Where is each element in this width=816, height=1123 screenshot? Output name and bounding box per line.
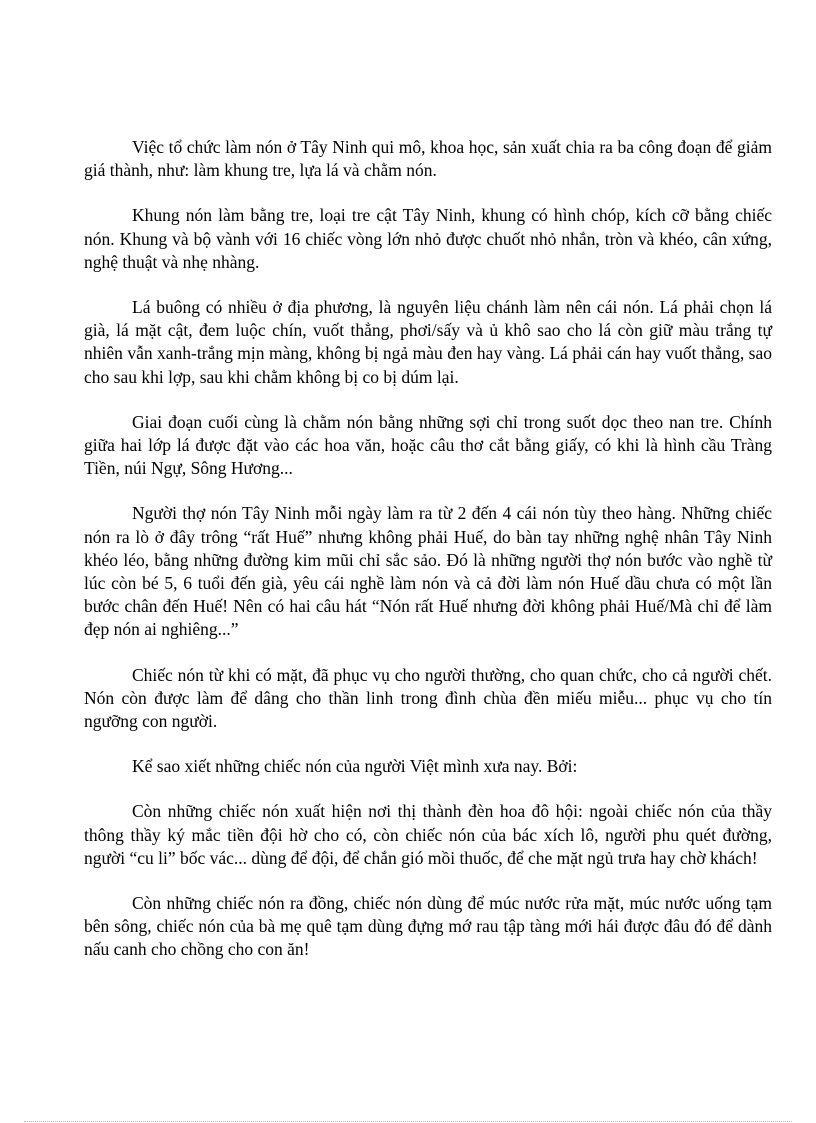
paragraph-1: Việc tổ chức làm nón ở Tây Ninh qui mô, khoa học, sản xuất chia ra ba công đoạn để giảm giá thành, như: làm khung tre, lựa lá và chằm nón. <box>84 137 772 181</box>
paragraph-7: Kể sao xiết những chiếc nón của người Việt mình xưa nay. Bởi: <box>132 756 578 777</box>
paragraph-8: Còn những chiếc nón xuất hiện nơi thị thành đèn hoa đô hội: ngoài chiếc nón của thầy thông thầy ký mắc tiền đội hờ cho có, còn chiếc nón của bác xích lô, người phu quét đường, người “cu li” bốc vác... dùng để đội, để chắn gió mồi thuốc, để che mặt ngủ trưa hay chờ khách! <box>84 801 772 868</box>
document-body <box>84 136 772 984</box>
paragraph-2: Khung nón làm bằng tre, loại tre cật Tây Ninh, khung có hình chóp, kích cỡ bằng chiếc nón. Khung và bộ vành với 16 chiếc vòng lớn nhỏ được chuốt nhỏ nhắn, tròn và khéo, cân xứng, nghệ thuật và nhẹ nhàng. <box>84 205 772 272</box>
paragraph-5: Người thợ nón Tây Ninh mỗi ngày làm ra từ 2 đến 4 cái nón tùy theo hàng. Những chiếc nón ra lò ở đây trông “rất Huế” nhưng không phải Huế, do bàn tay những nghệ nhân Tây Ninh khéo léo, bằng những đường kim mũi chỉ sắc sảo. Đó là những người thợ nón bước vào nghề từ lúc còn bé 5, 6 tuổi đến già, yêu cái nghề làm nón và cả đời làm nón Huế dầu chưa có một lần bước chân đến Huế! Nên có hai câu hát “Nón rất Huế nhưng đời không phải Huế/Mà chỉ để làm đẹp nón ai nghiêng...” <box>84 503 772 640</box>
paragraph-4: Giai đoạn cuối cùng là chằm nón bằng những sợi chỉ trong suốt dọc theo nan tre. Chính giữa hai lớp lá được đặt vào các hoa văn, hoặc câu thơ cắt bằng giấy, có khi là hình cầu Tràng Tiền, núi Ngự, Sông Hương... <box>84 411 772 479</box>
paragraph-6: Chiếc nón từ khi có mặt, đã phục vụ cho người thường, cho quan chức, cho cả người chết. Nón còn được làm để dâng cho thần linh trong đình chùa đền miếu miễu... phục vụ cho tín ngưỡng con người. <box>84 664 772 732</box>
paragraph-3: Lá buông có nhiều ở địa phương, là nguyên liệu chánh làm nên cái nón. Lá phải chọn lá già, lá mặt cật, đem luộc chín, vuốt thẳng, phơi/sấy và ủ khô sao cho lá còn giữ màu trắng tự nhiên vẫn xanh-trắng mịn màng, không bị ngả màu đen hay vàng. Lá phải cán hay vuốt thẳng, sao cho sau khi lợp, sau khi chằm không bị co bị dúm lại. <box>84 297 772 387</box>
paragraph-9: Còn những chiếc nón ra đồng, chiếc nón dùng để múc nước rửa mặt, múc nước uống tạm bên sông, chiếc nón của bà mẹ quê tạm dùng đựng mớ rau tập tàng mới hái được đâu đó để dành nấu canh cho chồng cho con ăn! <box>84 893 772 960</box>
page-bottom-divider <box>24 1121 792 1122</box>
